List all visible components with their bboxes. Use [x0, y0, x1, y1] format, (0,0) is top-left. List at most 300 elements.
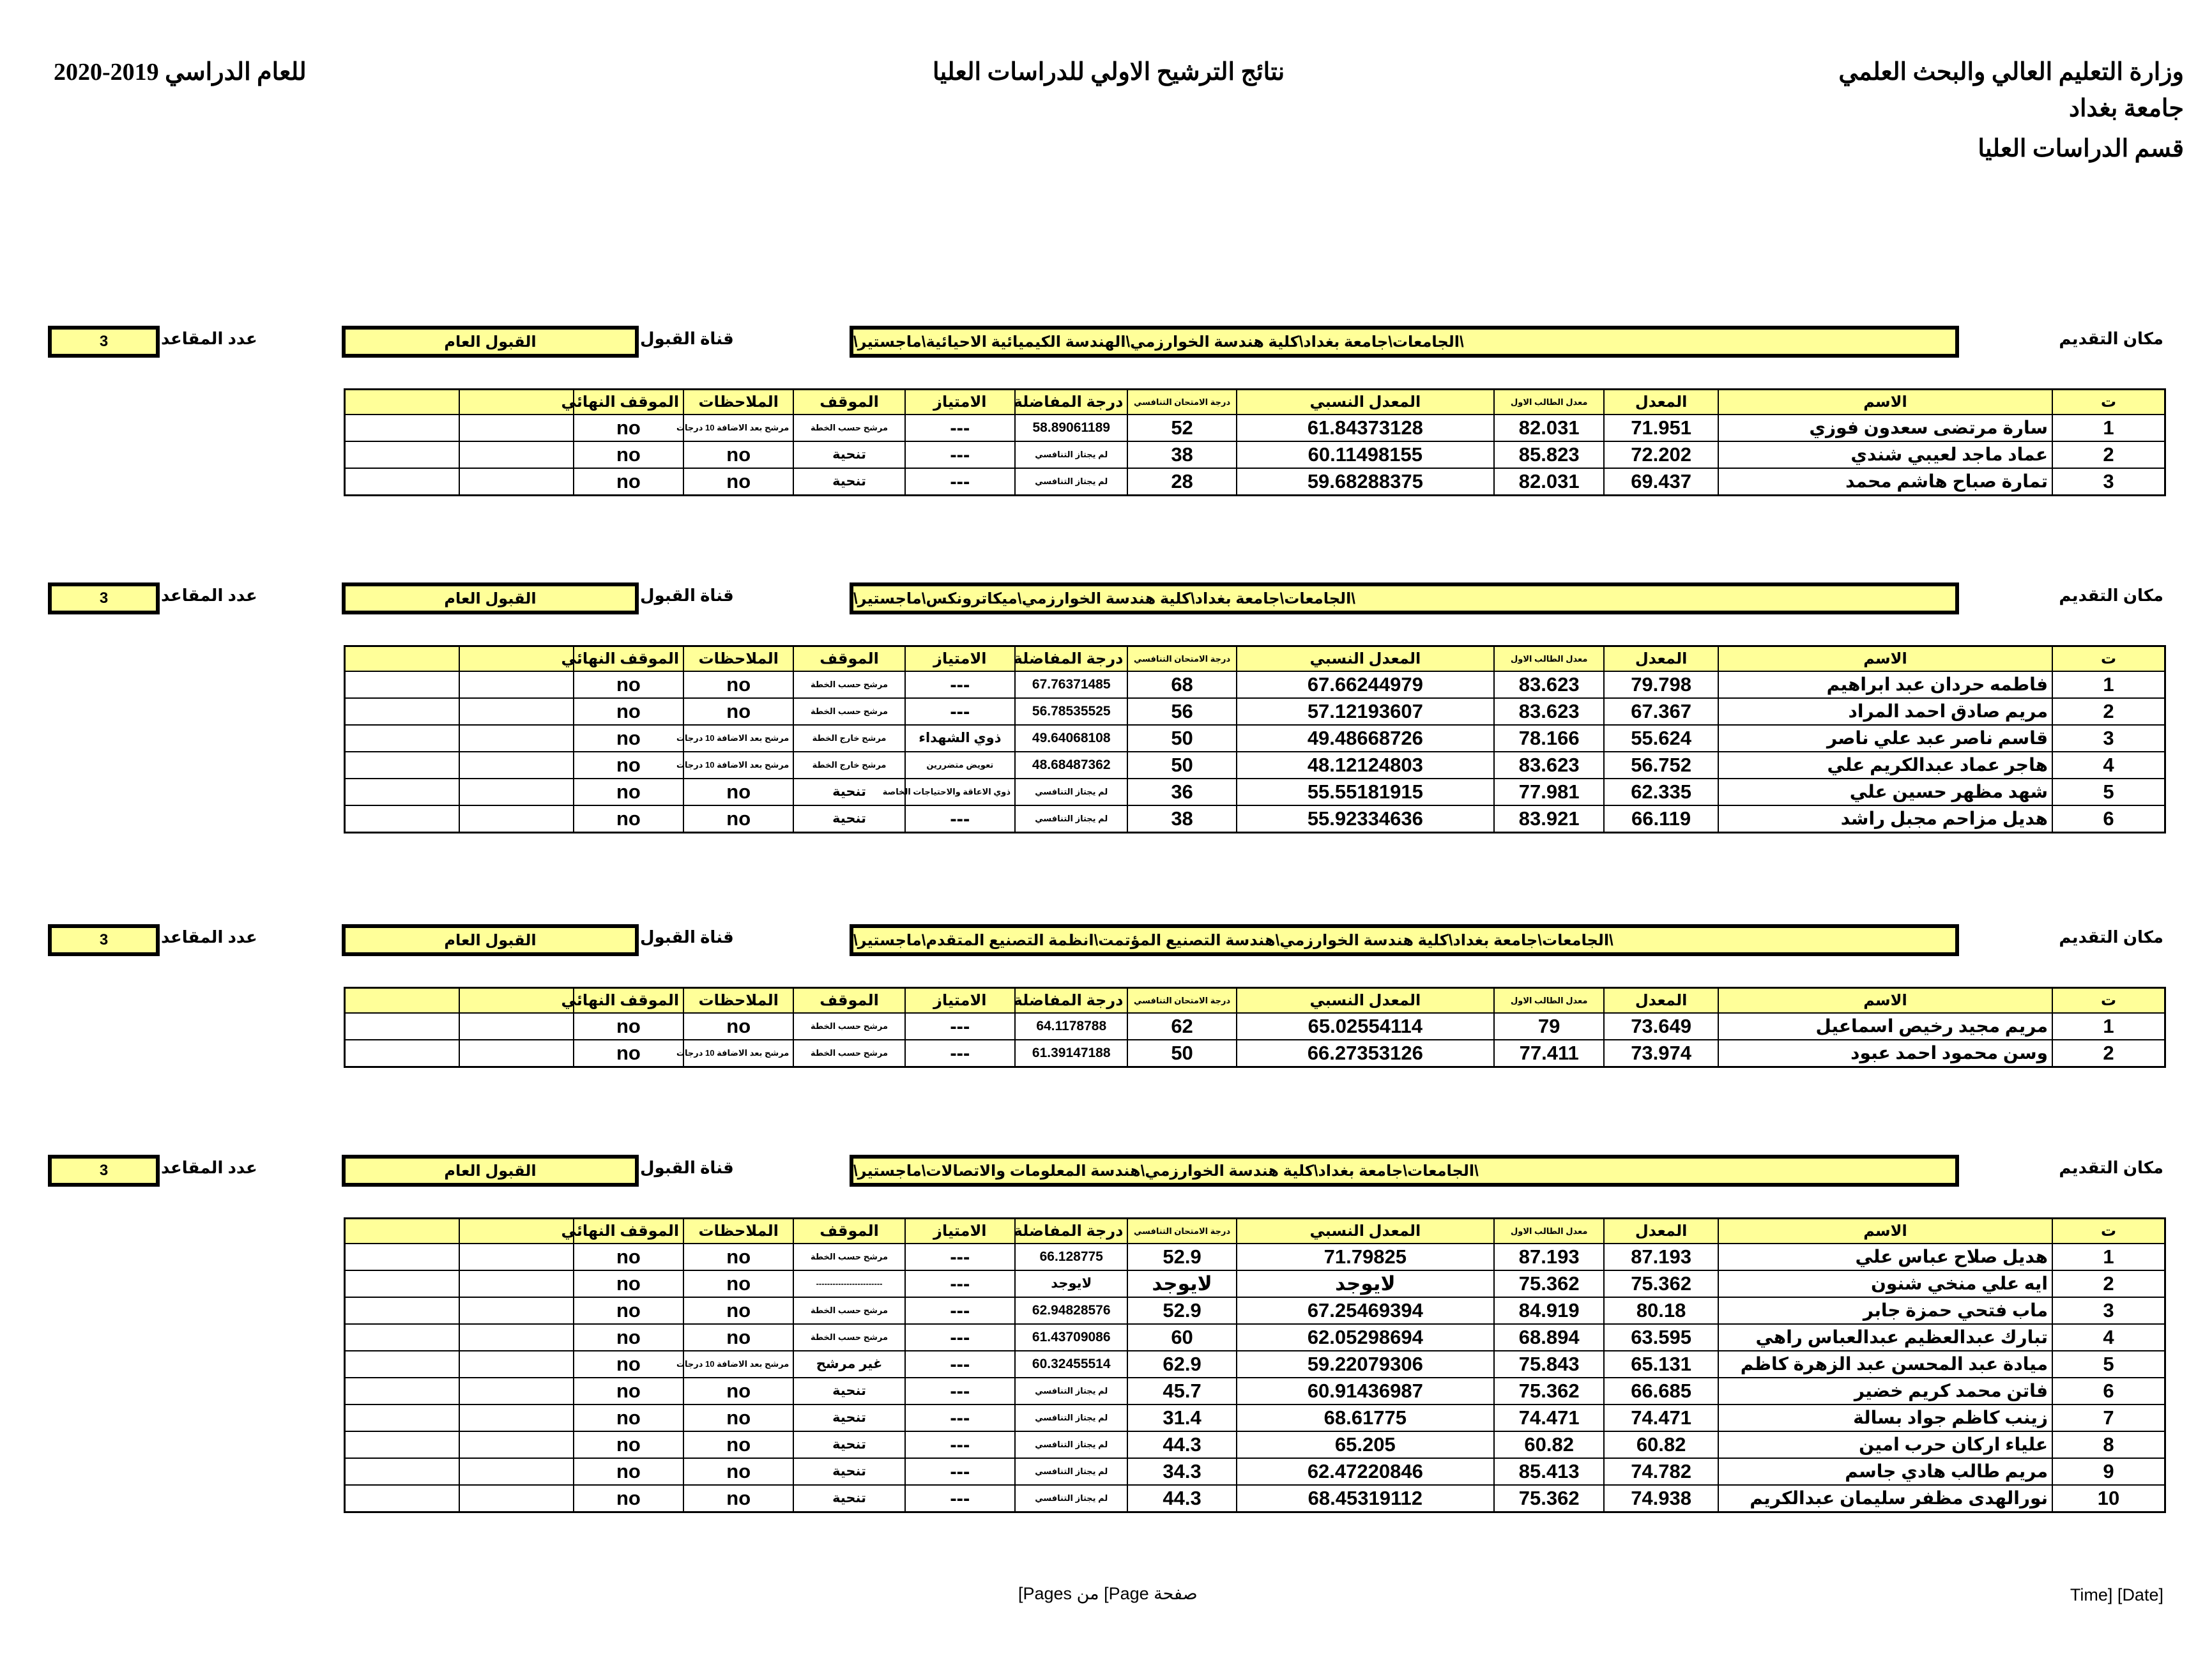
cell-final: no [574, 779, 683, 805]
cell-e2 [345, 1244, 460, 1270]
cell-pref: 64.1178788 [1015, 1013, 1127, 1040]
cell-comp: 31.4 [1127, 1404, 1236, 1431]
channel-label: قناة القبول [640, 586, 734, 605]
cell-priv: --- [905, 805, 1015, 833]
column-header-e2 [345, 988, 460, 1014]
column-header-final: الموقف النهائي [574, 390, 683, 415]
cell-status: مرشح حسب الخطة [793, 1040, 904, 1067]
cell-priv: --- [905, 441, 1015, 468]
cell-comp: 56 [1127, 698, 1236, 725]
column-header-final: الموقف النهائي [574, 1219, 683, 1244]
cell-pref: 56.78535525 [1015, 698, 1127, 725]
cell-priv: --- [905, 1013, 1015, 1040]
column-header-first: معدل الطالب الاول [1494, 646, 1604, 672]
cell-notes: no [683, 468, 793, 496]
cell-comp: 44.3 [1127, 1431, 1236, 1458]
cell-status: تنحية [793, 1485, 904, 1512]
cell-num: 5 [2052, 1351, 2165, 1378]
cell-avg: 66.685 [1604, 1378, 1718, 1404]
cell-priv: --- [905, 1485, 1015, 1512]
cell-rel: لايوجد [1237, 1270, 1494, 1297]
cell-num: 1 [2052, 415, 2165, 441]
cell-pref: لم يجتاز التنافسي [1015, 805, 1127, 833]
cell-comp: 50 [1127, 752, 1236, 779]
cell-notes: مرشح بعد الاضافة 10 درجات [683, 752, 793, 779]
cell-rel: 65.205 [1237, 1431, 1494, 1458]
cell-first: 83.623 [1494, 671, 1604, 698]
cell-e1 [459, 1297, 574, 1324]
cell-status: مرشح خارج الخطة [793, 752, 904, 779]
cell-first: 79 [1494, 1013, 1604, 1040]
column-header-priv: الامتياز [905, 1219, 1015, 1244]
column-header-avg: المعدل [1604, 390, 1718, 415]
column-header-notes: الملاحظات [683, 1219, 793, 1244]
column-header-num: ت [2052, 988, 2165, 1014]
cell-e2 [345, 725, 460, 752]
table-row [345, 779, 2165, 805]
channel-field: القبول العام [342, 582, 639, 614]
cell-name: هديل مزاحم مجبل راشد [1718, 805, 2052, 833]
cell-priv: ذوي الاعاقة والاحتياجات الخاصة [905, 779, 1015, 805]
cell-name: شهد مظهر حسين علي [1718, 779, 2052, 805]
cell-e1 [459, 441, 574, 468]
cell-comp: 62.9 [1127, 1351, 1236, 1378]
cell-priv: --- [905, 1404, 1015, 1431]
cell-e2 [345, 1351, 460, 1378]
place-field: \الجامعات\جامعة بغداد\كلية هندسة الخوارزمي\ميكاترونكس\ماجستير\ [850, 582, 1959, 614]
cell-first: 77.411 [1494, 1040, 1604, 1067]
cell-priv: --- [905, 671, 1015, 698]
place-field: \الجامعات\جامعة بغداد\كلية هندسة الخوارزمي\الهندسة الكيميائية الاحيائية\ماجستير\ [850, 326, 1959, 358]
cell-pref: لم يجتاز التنافسي [1015, 1431, 1127, 1458]
cell-e1 [459, 1378, 574, 1404]
cell-first: 83.921 [1494, 805, 1604, 833]
cell-priv: --- [905, 1040, 1015, 1067]
cell-avg: 69.437 [1604, 468, 1718, 496]
cell-comp: 62 [1127, 1013, 1236, 1040]
cell-comp: 50 [1127, 1040, 1236, 1067]
column-header-first: معدل الطالب الاول [1494, 390, 1604, 415]
column-header-avg: المعدل [1604, 646, 1718, 672]
cell-priv: --- [905, 1458, 1015, 1485]
cell-num: 4 [2052, 1324, 2165, 1351]
column-header-num: ت [2052, 1219, 2165, 1244]
cell-e2 [345, 1378, 460, 1404]
cell-avg: 71.951 [1604, 415, 1718, 441]
ministry-title: وزارة التعليم العالي والبحث العلمي [1838, 59, 2184, 86]
place-label: مكان التقديم [2059, 1158, 2163, 1177]
column-header-first: معدل الطالب الاول [1494, 988, 1604, 1014]
cell-notes: no [683, 1244, 793, 1270]
table-row [345, 468, 2165, 496]
seats-field: 3 [48, 1155, 160, 1187]
cell-priv: تعويض متضررين [905, 752, 1015, 779]
table-row [345, 1351, 2165, 1378]
cell-comp: 52 [1127, 415, 1236, 441]
cell-comp: 34.3 [1127, 1458, 1236, 1485]
cell-priv: --- [905, 1297, 1015, 1324]
cell-notes: no [683, 1013, 793, 1040]
cell-priv: --- [905, 1378, 1015, 1404]
cell-e2 [345, 468, 460, 496]
cell-pref: 67.76371485 [1015, 671, 1127, 698]
cell-rel: 62.05298694 [1237, 1324, 1494, 1351]
department-title: قسم الدراسات العليا [1978, 135, 2184, 162]
table-row [345, 1431, 2165, 1458]
cell-pref: لم يجتاز التنافسي [1015, 1458, 1127, 1485]
cell-e2 [345, 415, 460, 441]
cell-e1 [459, 1040, 574, 1067]
cell-pref: لم يجتاز التنافسي [1015, 441, 1127, 468]
cell-final: no [574, 752, 683, 779]
cell-num: 2 [2052, 1270, 2165, 1297]
cell-avg: 80.18 [1604, 1297, 1718, 1324]
table-row [345, 1244, 2165, 1270]
column-header-comp: درجة الامتحان التنافسي [1127, 646, 1236, 672]
table-row [345, 698, 2165, 725]
column-header-notes: الملاحظات [683, 390, 793, 415]
cell-comp: 68 [1127, 671, 1236, 698]
cell-e1 [459, 671, 574, 698]
cell-name: مريم طالب هادي جاسم [1718, 1458, 2052, 1485]
cell-num: 2 [2052, 1040, 2165, 1067]
column-header-rel: المعدل النسبي [1237, 646, 1494, 672]
cell-pref: لم يجتاز التنافسي [1015, 468, 1127, 496]
cell-name: هاجر عماد عبدالكريم علي [1718, 752, 2052, 779]
cell-e2 [345, 1270, 460, 1297]
column-header-first: معدل الطالب الاول [1494, 1219, 1604, 1244]
cell-notes: no [683, 441, 793, 468]
cell-e1 [459, 1404, 574, 1431]
page-number-footer: [Pages من [Page صفحة [1018, 1584, 1198, 1603]
column-header-status: الموقف [793, 1219, 904, 1244]
cell-rel: 59.68288375 [1237, 468, 1494, 496]
channel-label: قناة القبول [640, 927, 734, 947]
cell-notes: no [683, 1431, 793, 1458]
cell-first: 85.413 [1494, 1458, 1604, 1485]
cell-pref: 62.94828576 [1015, 1297, 1127, 1324]
cell-first: 75.362 [1494, 1378, 1604, 1404]
column-header-name: الاسم [1718, 1219, 2052, 1244]
place-label: مكان التقديم [2059, 329, 2163, 348]
table-row [345, 441, 2165, 468]
table-row [345, 671, 2165, 698]
column-header-e1 [459, 390, 574, 415]
cell-pref: 61.39147188 [1015, 1040, 1127, 1067]
column-header-status: الموقف [793, 988, 904, 1014]
cell-name: فاتن محمد كريم خضير [1718, 1378, 2052, 1404]
column-header-avg: المعدل [1604, 1219, 1718, 1244]
cell-status: تنحية [793, 441, 904, 468]
cell-num: 10 [2052, 1485, 2165, 1512]
cell-notes: no [683, 1297, 793, 1324]
cell-e2 [345, 1404, 460, 1431]
column-header-final: الموقف النهائي [574, 646, 683, 672]
cell-status: مرشح حسب الخطة [793, 698, 904, 725]
cell-rel: 71.79825 [1237, 1244, 1494, 1270]
cell-e1 [459, 1485, 574, 1512]
column-header-num: ت [2052, 390, 2165, 415]
channel-label: قناة القبول [640, 1158, 734, 1177]
cell-name: علياء اركان حرب امين [1718, 1431, 2052, 1458]
column-header-e1 [459, 988, 574, 1014]
cell-name: تمارة صباح هاشم محمد [1718, 468, 2052, 496]
column-header-name: الاسم [1718, 390, 2052, 415]
cell-first: 87.193 [1494, 1244, 1604, 1270]
cell-final: no [574, 1431, 683, 1458]
cell-avg: 73.974 [1604, 1040, 1718, 1067]
cell-status: تنحية [793, 1431, 904, 1458]
cell-first: 74.471 [1494, 1404, 1604, 1431]
column-header-e2 [345, 390, 460, 415]
cell-name: سارة مرتضى سعدون فوزي [1718, 415, 2052, 441]
cell-num: 5 [2052, 779, 2165, 805]
cell-notes: no [683, 1458, 793, 1485]
cell-notes: مرشح بعد الاضافة 10 درجات [683, 725, 793, 752]
cell-notes: مرشح بعد الاضافة 10 درجات [683, 415, 793, 441]
column-header-pref: درجة المفاضلة [1015, 646, 1127, 672]
cell-rel: 48.12124803 [1237, 752, 1494, 779]
table-row [345, 752, 2165, 779]
seats-field: 3 [48, 582, 160, 614]
cell-name: نورالهدى مظفر سليمان عبدالكريم [1718, 1485, 2052, 1512]
cell-e1 [459, 1351, 574, 1378]
cell-e1 [459, 698, 574, 725]
column-header-comp: درجة الامتحان التنافسي [1127, 390, 1236, 415]
cell-avg: 74.782 [1604, 1458, 1718, 1485]
seats-field: 3 [48, 326, 160, 358]
cell-rel: 61.84373128 [1237, 415, 1494, 441]
cell-avg: 74.471 [1604, 1404, 1718, 1431]
column-header-rel: المعدل النسبي [1237, 390, 1494, 415]
cell-final: no [574, 415, 683, 441]
channel-field: القبول العام [342, 924, 639, 956]
cell-rel: 67.25469394 [1237, 1297, 1494, 1324]
cell-num: 3 [2052, 725, 2165, 752]
cell-priv: --- [905, 1324, 1015, 1351]
cell-pref: لايوجد [1015, 1270, 1127, 1297]
cell-pref: لم يجتاز التنافسي [1015, 1404, 1127, 1431]
cell-pref: لم يجتاز التنافسي [1015, 1378, 1127, 1404]
cell-e2 [345, 779, 460, 805]
cell-e2 [345, 752, 460, 779]
cell-status: مرشح حسب الخطة [793, 671, 904, 698]
cell-status: ------------------------ [793, 1270, 904, 1297]
cell-priv: ذوي الشهداء [905, 725, 1015, 752]
cell-num: 3 [2052, 1297, 2165, 1324]
cell-pref: لم يجتاز التنافسي [1015, 779, 1127, 805]
cell-avg: 60.82 [1604, 1431, 1718, 1458]
cell-pref: لم يجتاز التنافسي [1015, 1485, 1127, 1512]
cell-status: تنحية [793, 1458, 904, 1485]
results-table [344, 1217, 2166, 1513]
cell-name: هديل صلاح عباس علي [1718, 1244, 2052, 1270]
cell-first: 68.894 [1494, 1324, 1604, 1351]
cell-comp: 52.9 [1127, 1297, 1236, 1324]
cell-status: مرشح حسب الخطة [793, 1013, 904, 1040]
column-header-final: الموقف النهائي [574, 988, 683, 1014]
cell-e2 [345, 441, 460, 468]
cell-first: 82.031 [1494, 468, 1604, 496]
column-header-comp: درجة الامتحان التنافسي [1127, 1219, 1236, 1244]
cell-final: no [574, 1458, 683, 1485]
page-title: نتائج الترشيح الاولي للدراسات العليا [933, 59, 1285, 86]
table-row [345, 725, 2165, 752]
column-header-status: الموقف [793, 646, 904, 672]
cell-first: 83.623 [1494, 698, 1604, 725]
column-header-num: ت [2052, 646, 2165, 672]
results-table [344, 645, 2166, 834]
cell-name: وسن محمود احمد عبود [1718, 1040, 2052, 1067]
cell-name: ميادة عبد المحسن عبد الزهرة كاظم [1718, 1351, 2052, 1378]
table-row [345, 1404, 2165, 1431]
cell-e2 [345, 671, 460, 698]
cell-final: no [574, 1378, 683, 1404]
table-header-row [345, 1219, 2165, 1244]
cell-e2 [345, 1040, 460, 1067]
cell-status: مرشح حسب الخطة [793, 1244, 904, 1270]
cell-comp: لايوجد [1127, 1270, 1236, 1297]
cell-avg: 75.362 [1604, 1270, 1718, 1297]
cell-status: مرشح حسب الخطة [793, 415, 904, 441]
cell-num: 8 [2052, 1431, 2165, 1458]
cell-num: 9 [2052, 1458, 2165, 1485]
cell-status: تنحية [793, 805, 904, 833]
cell-priv: --- [905, 468, 1015, 496]
cell-avg: 56.752 [1604, 752, 1718, 779]
table-row [345, 1485, 2165, 1512]
cell-avg: 63.595 [1604, 1324, 1718, 1351]
place-label: مكان التقديم [2059, 927, 2163, 947]
column-header-status: الموقف [793, 390, 904, 415]
cell-rel: 68.45319112 [1237, 1485, 1494, 1512]
cell-notes: no [683, 1270, 793, 1297]
cell-e2 [345, 1458, 460, 1485]
cell-comp: 38 [1127, 805, 1236, 833]
table-header-row [345, 390, 2165, 415]
cell-status: مرشح حسب الخطة [793, 1324, 904, 1351]
cell-e1 [459, 1270, 574, 1297]
column-header-priv: الامتياز [905, 390, 1015, 415]
cell-final: no [574, 1351, 683, 1378]
cell-first: 85.823 [1494, 441, 1604, 468]
cell-comp: 50 [1127, 725, 1236, 752]
table-header-row [345, 988, 2165, 1014]
cell-avg: 67.367 [1604, 698, 1718, 725]
cell-name: عماد ماجد لعيبي شندي [1718, 441, 2052, 468]
cell-avg: 62.335 [1604, 779, 1718, 805]
cell-num: 1 [2052, 671, 2165, 698]
cell-name: مريم مجيد رخيص اسماعيل [1718, 1013, 2052, 1040]
cell-e1 [459, 752, 574, 779]
cell-avg: 79.798 [1604, 671, 1718, 698]
cell-avg: 55.624 [1604, 725, 1718, 752]
cell-pref: 61.43709086 [1015, 1324, 1127, 1351]
cell-priv: --- [905, 1270, 1015, 1297]
column-header-notes: الملاحظات [683, 988, 793, 1014]
academic-year: للعام الدراسي 2019-2020 [54, 59, 307, 86]
cell-comp: 60 [1127, 1324, 1236, 1351]
cell-comp: 36 [1127, 779, 1236, 805]
column-header-pref: درجة المفاضلة [1015, 1219, 1127, 1244]
cell-e2 [345, 1485, 460, 1512]
cell-notes: no [683, 779, 793, 805]
column-header-comp: درجة الامتحان التنافسي [1127, 988, 1236, 1014]
cell-first: 75.362 [1494, 1485, 1604, 1512]
cell-status: تنحية [793, 779, 904, 805]
cell-e1 [459, 1324, 574, 1351]
cell-first: 83.623 [1494, 752, 1604, 779]
cell-rel: 49.48668726 [1237, 725, 1494, 752]
cell-pref: 60.32455514 [1015, 1351, 1127, 1378]
cell-pref: 48.68487362 [1015, 752, 1127, 779]
cell-num: 6 [2052, 805, 2165, 833]
cell-status: تنحية [793, 1378, 904, 1404]
cell-final: no [574, 698, 683, 725]
column-header-rel: المعدل النسبي [1237, 988, 1494, 1014]
cell-e1 [459, 805, 574, 833]
cell-comp: 45.7 [1127, 1378, 1236, 1404]
table-row [345, 1378, 2165, 1404]
table-row [345, 1013, 2165, 1040]
column-header-e2 [345, 646, 460, 672]
cell-priv: --- [905, 1431, 1015, 1458]
cell-e1 [459, 415, 574, 441]
table-row [345, 1458, 2165, 1485]
date-time-footer: [Date] [Time [2070, 1585, 2163, 1604]
channel-field: القبول العام [342, 1155, 639, 1187]
cell-notes: no [683, 698, 793, 725]
cell-final: no [574, 441, 683, 468]
table-row [345, 1040, 2165, 1067]
cell-notes: مرشح بعد الاضافة 10 درجات [683, 1040, 793, 1067]
column-header-e1 [459, 1219, 574, 1244]
cell-final: no [574, 805, 683, 833]
table-row [345, 805, 2165, 833]
table-row [345, 415, 2165, 441]
cell-notes: مرشح بعد الاضافة 10 درجات [683, 1351, 793, 1378]
column-header-pref: درجة المفاضلة [1015, 988, 1127, 1014]
cell-pref: 58.89061189 [1015, 415, 1127, 441]
column-header-priv: الامتياز [905, 988, 1015, 1014]
cell-name: ايه علي منخي شنون [1718, 1270, 2052, 1297]
cell-status: مرشح خارج الخطة [793, 725, 904, 752]
seats-label: عدد المقاعد [161, 329, 257, 348]
cell-e2 [345, 805, 460, 833]
cell-rel: 66.27353126 [1237, 1040, 1494, 1067]
cell-name: زينب كاظم جواد بسالة [1718, 1404, 2052, 1431]
cell-rel: 57.12193607 [1237, 698, 1494, 725]
cell-first: 84.919 [1494, 1297, 1604, 1324]
cell-avg: 87.193 [1604, 1244, 1718, 1270]
cell-name: فاطمه حردان عبد ابراهيم [1718, 671, 2052, 698]
column-header-avg: المعدل [1604, 988, 1718, 1014]
cell-e2 [345, 1297, 460, 1324]
cell-notes: no [683, 671, 793, 698]
cell-notes: no [683, 805, 793, 833]
cell-final: no [574, 1040, 683, 1067]
seats-label: عدد المقاعد [161, 586, 257, 605]
cell-priv: --- [905, 1244, 1015, 1270]
place-field: \الجامعات\جامعة بغداد\كلية هندسة الخوارزمي\هندسة المعلومات والاتصالات\ماجستير\ [850, 1155, 1959, 1187]
cell-rel: 55.55181915 [1237, 779, 1494, 805]
cell-e1 [459, 1244, 574, 1270]
cell-e1 [459, 1013, 574, 1040]
seats-label: عدد المقاعد [161, 927, 257, 947]
cell-final: no [574, 1270, 683, 1297]
cell-status: مرشح حسب الخطة [793, 1297, 904, 1324]
cell-pref: 49.64068108 [1015, 725, 1127, 752]
